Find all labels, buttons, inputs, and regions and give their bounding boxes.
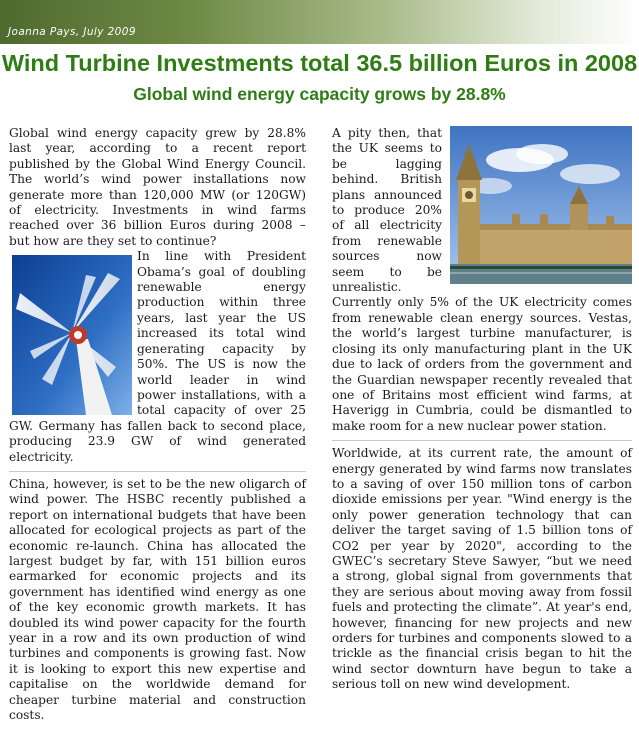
divider <box>332 440 632 441</box>
divider <box>9 471 306 472</box>
paragraph-uk: A pity then, that the UK seems to be lagging behind. British plans announced to produce 20% of all electricity from renewable sources now seem to be unrealistic. Currently only 5% of the UK electricity comes from renewable clean energy sources. Vestas, the world’s largest turbine manufacturer, is closing its only manufacturing plant in the UK due to lack of orders from the government and the Guardian newspaper recently revealed that one of Britains most efficient wind farms, at Haverigg in Cumbria, could be dismantled to make room for a new nuclear power station. <box>332 126 632 433</box>
paragraph-china: China, however, is set to be the new oligarch of wind power. The HSBC recently published a report on international budgets that have been allocated for ecological projects as part of the economic re-launch. China has allocated the largest budget by far, with 151 billion euros earmarked for economic projects and its government has identified wind energy as one of the key economic growth markets. It has doubled its wind power capacity for the fourth year in a row and its own production of wind turbines and components is growing fast. Now it is looking to export this new expertise and capitalise on the worldwide demand for cheaper turbine material and construction costs. <box>9 476 306 723</box>
left-column <box>9 126 306 723</box>
paragraph-intro: Global wind energy capacity grew by 28.8% last year, according to a recent report published by the Global Wind Energy Council. The world’s wind power installations now generate more than 120,000 MW (or 120GW) of electricity. Investments in wind farms reached over 36 billion Euros during 2008 – but how are they set to continue? <box>9 126 306 248</box>
article-title: Wind Turbine Investments total 36.5 billion Euros in 2008 <box>1 50 638 76</box>
article-subtitle: Global wind energy capacity grows by 28.8% <box>133 84 506 104</box>
right-column <box>332 126 632 693</box>
paragraph-us: In line with President Obama’s goal of doubling renewable energy production within three years, last year the US increased its total wind generating capacity by 50%. The US is now the world leader in wind power installations, with a total capacity of over 25 GW. Germany has fallen back to second place, producing 23.9 GW of wind generated electricity. <box>9 249 306 464</box>
wind-turbine-photo <box>12 255 132 415</box>
paragraph-worldwide: Worldwide, at its current rate, the amount of energy generated by wind farms now translates to a saving of over 150 million tons of carbon dioxide emissions per year. "Wind energy is the only power generation technology that can deliver the target saving of 1.5 billion tons of CO2 per year by 2020", according to the GWEC’s secretary Steve Sawyer, “but we need a strong, global signal from governments that they are serious about moving away from fossil fuels and protecting the climate”. At year's end, however, financing for new projects and new orders for turbines and components slowed to a trickle as the financial crisis began to hit the wind sector downturn have begun to take a serious toll on new wind development. <box>332 446 632 692</box>
byline: Joanna Pays, July 2009 <box>8 26 136 38</box>
houses-of-parliament-photo <box>450 126 632 284</box>
